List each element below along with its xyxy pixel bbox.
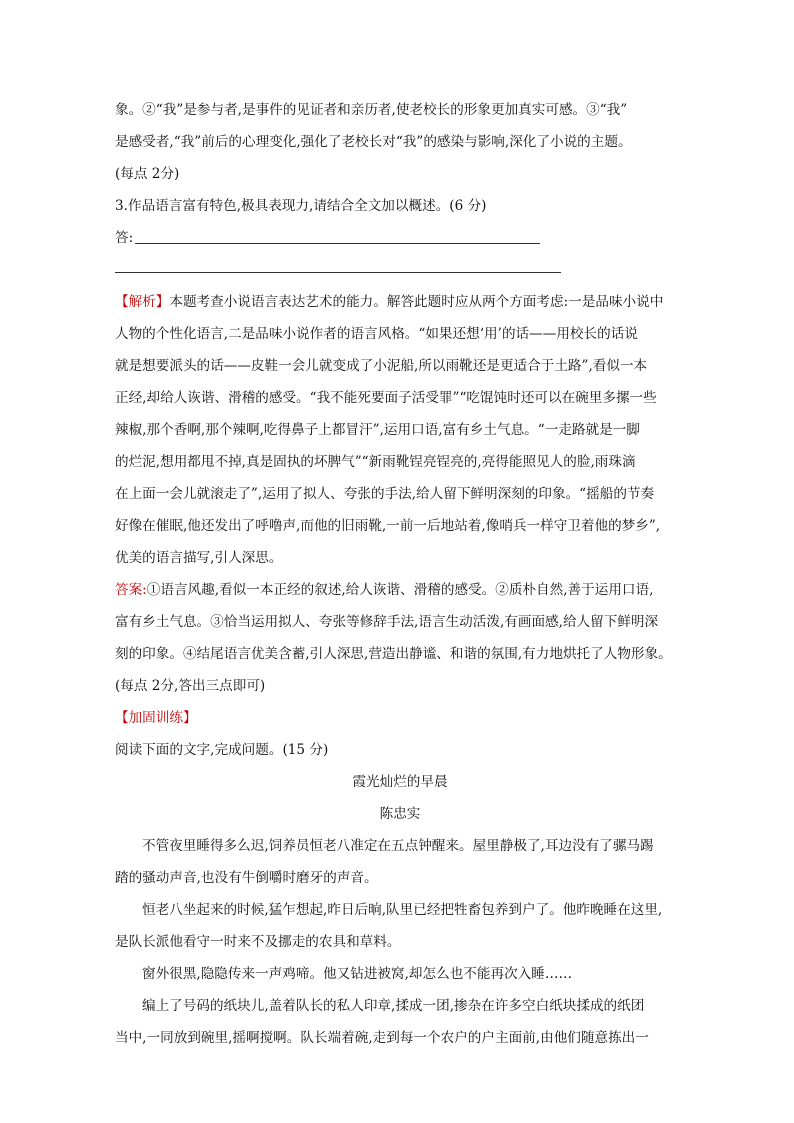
answer-blank-line[interactable] xyxy=(115,272,561,273)
text-line: 辣椒,那个香啊,那个辣啊,吃得鼻子上都冒汗”,运用口语,富有乡土气息。“一走路就是一脚 xyxy=(115,422,640,438)
story-line: 编上了号码的纸块儿,盖着队长的私人印章,揉成一团,掺杂在许多空白纸块揉成的纸团 xyxy=(142,998,645,1014)
answer-label: 答: xyxy=(115,230,134,246)
story-line: 踏的骚动声音,也没有牛倒嚼时磨牙的声音。 xyxy=(115,870,378,886)
text-line: 刻的印象。④结尾语言优美含蓄,引人深思,营造出静谧、和谐的氛围,有力地烘托了人物形象。 xyxy=(115,646,672,662)
text-line: 象。②“我”是参与者,是事件的见证者和亲历者,使老校长的形象更加真实可感。③“我” xyxy=(115,102,628,118)
text-line: 富有乡土气息。③恰当运用拟人、夸张等修辞手法,语言生动活泼,有画面感,给人留下鲜明深 xyxy=(115,614,659,630)
story-line: 是队长派他看守一时来不及挪走的农具和草料。 xyxy=(115,934,401,950)
text-line: 的烂泥,想用都甩不掉,真是固执的坏脾气”“新雨靴锃亮锃亮的,亮得能照见人的脸,雨珠滴 xyxy=(115,454,636,470)
story-author: 陈忠实 xyxy=(379,806,421,822)
story-line: 不管夜里睡得多么迟,饲养员恒老八准定在五点钟醒来。屋里静极了,耳边没有了骡马踢 xyxy=(142,838,654,854)
analysis-first-line xyxy=(115,290,685,314)
training-heading: 【加固训练】 xyxy=(115,710,197,726)
text-line: 是感受者,“我”前后的心理变化,强化了老校长对“我”的感染与影响,深化了小说的主题。 xyxy=(115,134,632,150)
text-line: 好像在催眠,他还发出了呼噜声,而他的旧雨靴,一前一后地站着,像哨兵一样守卫着他的梦乡”, xyxy=(115,518,661,534)
text-line: 就是想要派头的话——皮鞋一会儿就变成了小泥船,所以雨靴还是更适合于土路”,看似一本 xyxy=(115,358,648,374)
text-line: 优美的语言描写,引人深思。 xyxy=(115,550,283,566)
question-prompt: 3.作品语言富有特色,极具表现力,请结合全文加以概述。(6 分) xyxy=(115,198,487,214)
text-line: 正经,却给人诙谐、滑稽的感受。“我不能死要面子活受罪”“吃馄饨时还可以在碗里多摞一些 xyxy=(115,390,657,406)
text-line: (每点 2分) xyxy=(115,166,180,182)
story-title: 霞光灿烂的早晨 xyxy=(352,774,448,790)
story-line: 窗外很黑,隐隐传来一声鸡啼。他又钻进被窝,却怎么也不能再次入睡…… xyxy=(142,966,573,982)
text-line: 人物的个性化语言,二是品味小说作者的语言风格。“如果还想‘用’的话——用校长的话说 xyxy=(115,326,638,342)
story-line: 当中,一同放到碗里,摇啊搅啊。队长端着碗,走到每一个农户的户主面前,由他们随意拣出一 xyxy=(115,1030,649,1046)
training-instruction: 阅读下面的文字,完成问题。(15 分) xyxy=(115,742,329,758)
story-line: 恒老八坐起来的时候,猛乍想起,昨日后晌,队里已经把牲畜包养到户了。他昨晚睡在这里, xyxy=(142,902,663,918)
analysis-text: 本题考查小说语言表达艺术的能力。解答此题时应从两个方面考虑:一是品味小说中 xyxy=(169,294,664,310)
text-line: 在上面一会儿就滚走了”,运用了拟人、夸张的手法,给人留下鲜明深刻的印象。“摇船的节奏 xyxy=(115,486,655,502)
analysis-tag: 【解析】 xyxy=(115,294,170,310)
text-line: (每点 2分,答出三点即可) xyxy=(115,678,266,694)
answer-tag: 答案: xyxy=(115,582,147,598)
answer-text: ①语言风趣,看似一本正经的叙述,给人诙谐、滑稽的感受。②质朴自然,善于运用口语, xyxy=(146,582,654,598)
answer-blank-line[interactable] xyxy=(135,243,540,244)
answer-first-line xyxy=(115,578,685,602)
